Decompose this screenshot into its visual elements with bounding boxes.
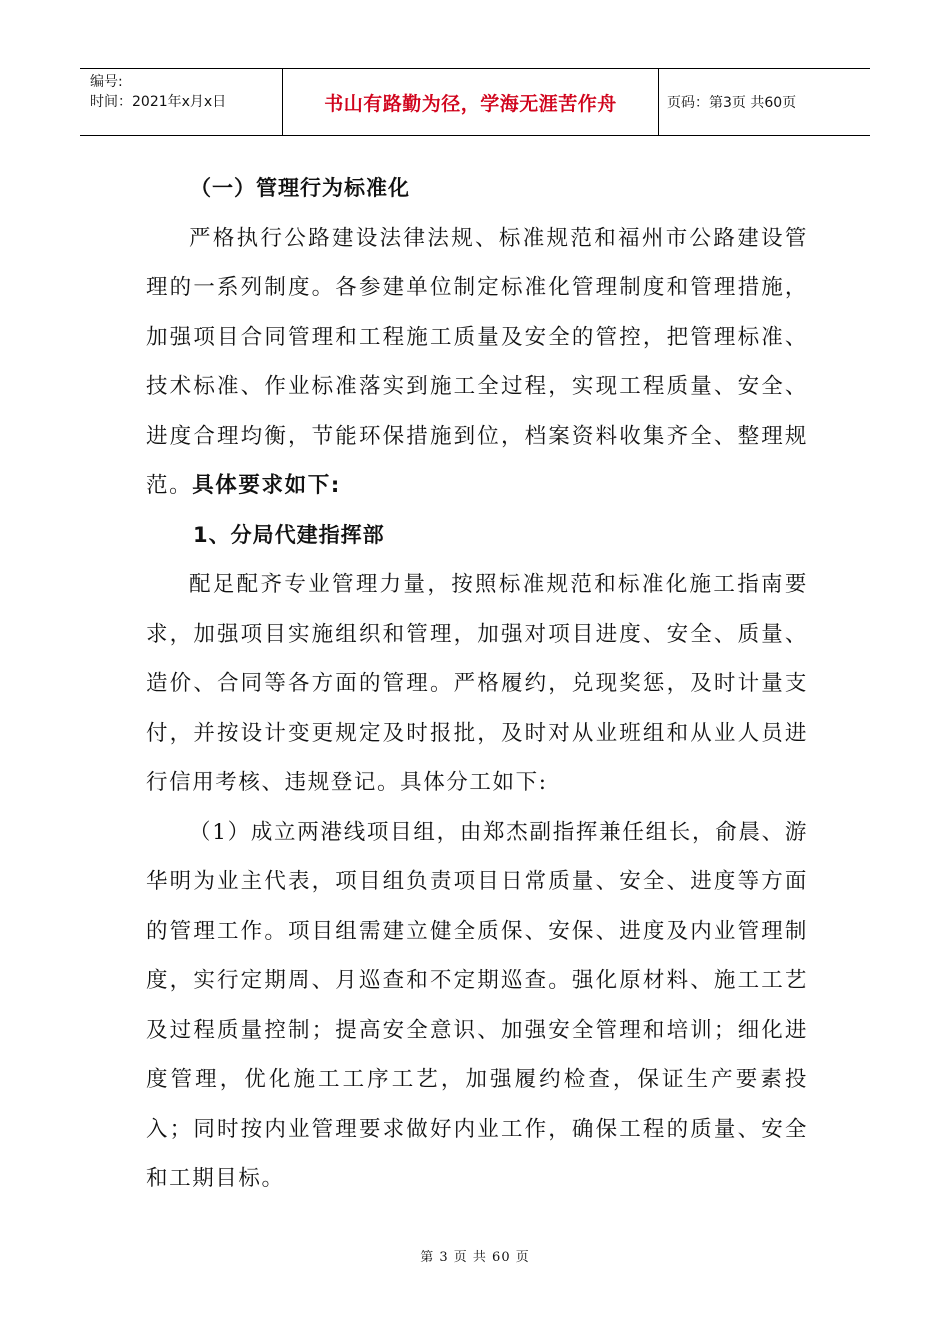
number-label: 编号: [90,74,123,90]
document-body [146,164,808,1204]
header-page-cell [659,69,870,135]
paragraph-2: 配足配齐专业管理力量，按照标准规范和标准化施工指南要求，加强项目实施组织和管理，加强对项目进度、安全、质量、造价、合同等各方面的管理。严格履约，兑现奖惩，及时计量支付，并按设计变更规定及时报批，及时对从业班组和从业人员进行信用考核、违规登记。具体分工如下: [146,572,808,795]
paragraph-3: （1）成立两港线项目组，由郑杰副指挥兼任组长，俞晨、游华明为业主代表，项目组负责项目日常质量、安全、进度等方面的管理工作。项目组需建立健全质保、安保、进度及内业管理制度，实行定期周、月巡查和不定期巡查。强化原材料、施工工艺及过程质量控制；提高安全意识、加强安全管理和培训；细化进度管理，优化施工工序工艺，加强履约检查，保证生产要素投入；同时按内业管理要求做好内业工作，确保工程的质量、安全和工期目标。 [146,819,808,1191]
time-label: 时间：2021年x月x日 [90,94,227,110]
page-info: 页码：第3页 共60页 [667,95,797,111]
paragraph-1 [146,214,808,511]
page-header [80,68,870,136]
paragraph-1-bold: 具体要求如下: [192,473,342,498]
motto-text: 书山有路勤为径，学海无涯苦作舟 [324,92,617,115]
section-heading: （一）管理行为标准化 [190,176,410,200]
paragraph-1-text: 严格执行公路建设法律法规、标准规范和福州市公路建设管理的一系列制度。各参建单位制定标准化管理制度和管理措施，加强项目合同管理和工程施工质量及安全的管控，把管理标准、技术标准、作业标准落实到施工全过程，实现工程质量、安全、进度合理均衡，节能环保措施到位，档案资料收集齐全、整理规范。 [146,225,808,498]
sub-heading: 1、分局代建指挥部 [193,522,385,547]
header-meta-cell [80,69,283,135]
header-motto-cell [283,69,659,135]
page-footer: 第 3 页 共 60 页 [420,1250,530,1265]
